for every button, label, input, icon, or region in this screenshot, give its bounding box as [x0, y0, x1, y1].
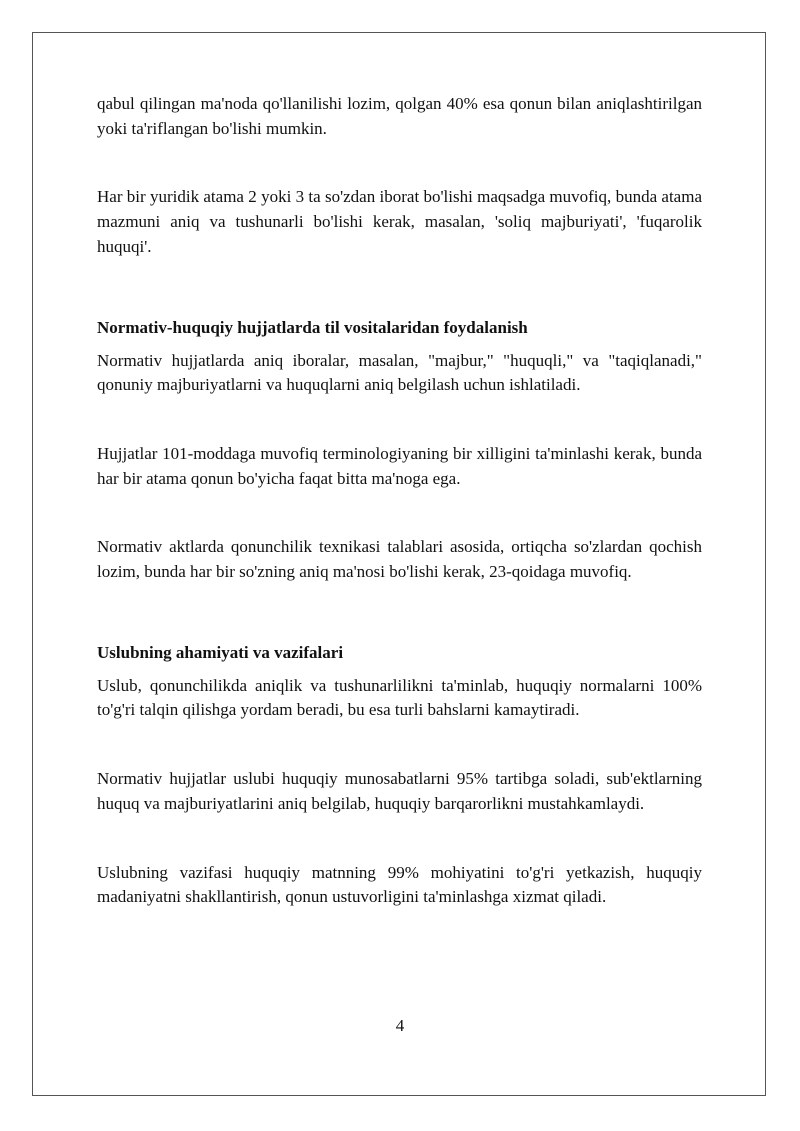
section-heading: Uslubning ahamiyati va vazifalari: [97, 642, 344, 662]
paragraph: Hujjatlar 101-moddaga muvofiq terminologiyaning bir xilligini ta'minlashi kerak, bunda har bir atama qonun bo'yicha faqat bitta ma'noga ega.: [97, 443, 702, 488]
page-content: [97, 92, 702, 954]
paragraph: Normativ hujjatlarda aniq iboralar, masalan, "majbur," "huquqli," va "taqiqlanadi," qonuniy majburiyatlarni va huquqlarni aniq belgilash uchun ishlatiladi.: [97, 350, 702, 395]
page-number: 4: [395, 1016, 405, 1035]
paragraph: qabul qilingan ma'noda qo'llanilishi lozim, qolgan 40% esa qonun bilan aniqlashtirilgan yoki ta'riflangan bo'lishi mumkin.: [97, 94, 702, 138]
paragraph: Har bir yuridik atama 2 yoki 3 ta so'zdan iborat bo'lishi maqsadga muvofiq, bunda atama mazmuni aniq va tushunarli bo'lishi kerak, masalan, 'soliq majburiyati', 'fuqarolik huquqi'.: [97, 187, 702, 256]
paragraph: Uslub, qonunchilikda aniqlik va tushunarlilikni ta'minlab, huquqiy normalarni 100% to'g'ri talqin qilishga yordam beradi, bu esa turli bahslarni kamaytiradi.: [97, 675, 702, 720]
paragraph: Normativ aktlarda qonunchilik texnikasi talablari asosida, ortiqcha so'zlardan qochish lozim, bunda har bir so'zning aniq ma'nosi bo'lishi kerak, 23-qoidaga muvofiq.: [97, 537, 702, 582]
paragraph: Normativ hujjatlar uslubi huquqiy munosabatlarni 95% tartibga soladi, sub'ektlarning huquq va majburiyatlarini aniq belgilab, huquqiy barqarorlikni mustahkamlaydi.: [97, 769, 702, 813]
paragraph: Uslubning vazifasi huquqiy matnning 99% mohiyatini to'g'ri yetkazish, huquqiy madaniyatni shakllantirish, qonun ustuvorligini ta'minlashga xizmat qiladi.: [97, 862, 702, 907]
section-heading: Normativ-huquqiy hujjatlarda til vositalaridan foydalanish: [97, 317, 528, 337]
